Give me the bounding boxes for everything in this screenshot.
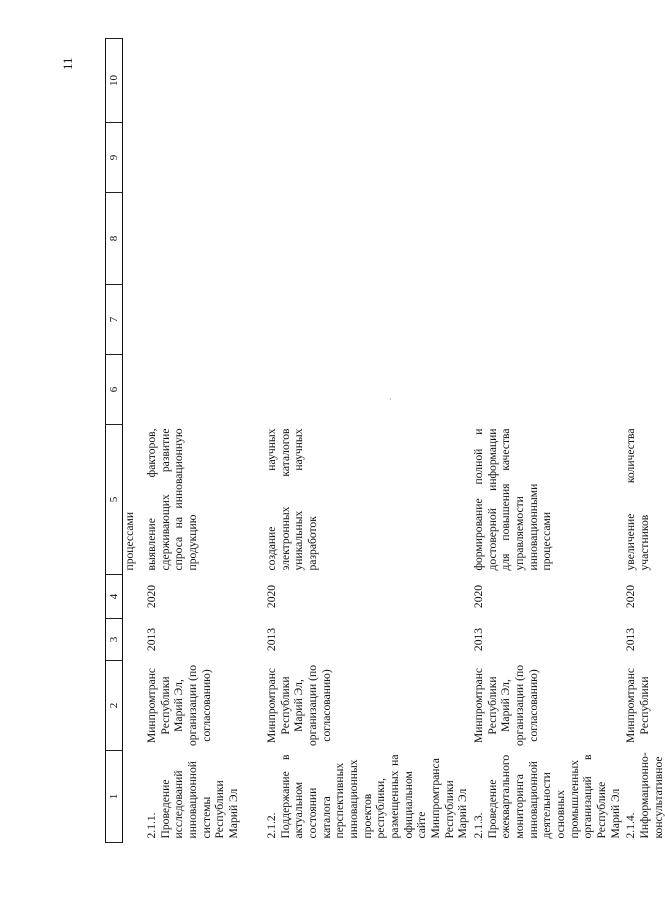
activity-cell: 2.1.4. Информационно-консультативное: [624, 752, 665, 839]
table-row: [622, 39, 665, 843]
table-row: [143, 39, 263, 843]
header-col-3: 3: [106, 619, 123, 661]
header-col-8: 8: [106, 193, 123, 285]
continuation-row: [123, 39, 144, 843]
start-year-cell: 2013: [265, 627, 278, 652]
table-row: [470, 39, 622, 843]
header-col-9: 9: [106, 123, 123, 193]
activity-cell: 2.1.1. Проведение исследований инновационной системы Республики Марий Эл: [145, 761, 241, 839]
header-col-7: 7: [106, 285, 123, 355]
end-year-cell: 2020: [145, 584, 158, 609]
activity-cell: 2.1.3. Проведение ежеквартального мониторинга инновационной деятельности основных промышленных организаций в Республике Марий Эл: [472, 754, 622, 839]
program-table: [105, 38, 665, 843]
end-year-cell: 2020: [265, 584, 278, 609]
page-number: 11: [60, 57, 75, 70]
header-row: [106, 39, 123, 843]
header-col-2: 2: [106, 661, 123, 751]
header-col-10: 10: [106, 39, 123, 123]
result-cell: увеличение количества участников: [624, 428, 652, 571]
executor-cell: Минпромтранс Республики: [624, 667, 652, 744]
start-year-cell: 2013: [472, 627, 486, 652]
header-col-4: 4: [106, 575, 123, 619]
stray-mark: .: [383, 397, 393, 400]
executor-cell: Минпромтранс Республики Марий Эл, организации (по согласованию): [145, 665, 213, 747]
header-col-1: 1: [106, 751, 123, 843]
continuation-text: процессами: [123, 511, 136, 571]
end-year-cell: 2020: [472, 584, 486, 609]
executor-cell: Минпромтранс Республики Марий Эл, организации (по согласованию): [472, 665, 540, 747]
header-col-5: 5: [106, 425, 123, 575]
executor-cell: Минпромтранс Республики Марий Эл, организации (по согласованию): [265, 665, 333, 747]
start-year-cell: 2013: [145, 627, 158, 652]
header-col-6: 6: [106, 355, 123, 425]
result-cell: создание научных электронных каталогов уникальных научных разработок: [265, 428, 320, 571]
result-cell: формирование полной и достоверной информации для повышения качества управляемости инновационными процессами: [472, 428, 554, 571]
end-year-cell: 2020: [624, 584, 638, 609]
table-row: [263, 39, 470, 843]
result-cell: выявление факторов, сдерживающих развитие спроса на инновационную продукцию: [145, 428, 200, 571]
start-year-cell: 2013: [624, 627, 638, 652]
activity-cell: 2.1.2. Поддержание в актуальном состоянии каталога перспективных инновационных проектов республики, размещенных на официальном сайте Минпромтранса Республики Марий Эл: [265, 754, 470, 839]
